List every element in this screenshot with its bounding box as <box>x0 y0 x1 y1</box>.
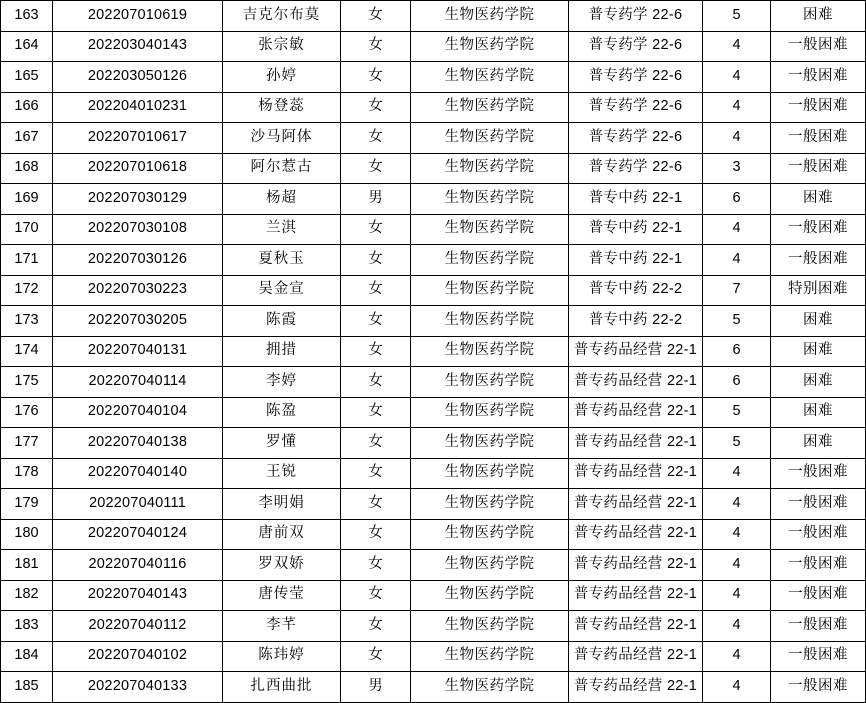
table-body <box>1 1 866 703</box>
student-name: 李明娟 <box>223 489 341 520</box>
table-row <box>1 184 866 215</box>
student-name: 兰淇 <box>223 214 341 245</box>
difficulty-level: 一般困难 <box>771 153 866 184</box>
student-name: 陈霞 <box>223 306 341 337</box>
difficulty-level: 困难 <box>771 397 866 428</box>
student-name: 阿尔惹古 <box>223 153 341 184</box>
row-index: 169 <box>1 184 53 215</box>
student-name: 唐传莹 <box>223 580 341 611</box>
student-gender: 女 <box>341 336 411 367</box>
difficulty-level: 一般困难 <box>771 245 866 276</box>
row-index: 171 <box>1 245 53 276</box>
student-gender: 女 <box>341 214 411 245</box>
student-major: 普专药品经营 22-1 <box>569 428 703 459</box>
student-college: 生物医药学院 <box>411 397 569 428</box>
student-college: 生物医药学院 <box>411 641 569 672</box>
student-gender: 女 <box>341 641 411 672</box>
table-row <box>1 580 866 611</box>
difficulty-level: 一般困难 <box>771 672 866 703</box>
table-row <box>1 336 866 367</box>
table-row <box>1 123 866 154</box>
student-id: 202207040116 <box>53 550 223 581</box>
student-gender: 女 <box>341 153 411 184</box>
difficulty-level: 一般困难 <box>771 123 866 154</box>
student-major: 普专中药 22-1 <box>569 214 703 245</box>
student-score: 5 <box>703 1 771 32</box>
student-id: 202207030126 <box>53 245 223 276</box>
student-score: 4 <box>703 31 771 62</box>
table-row <box>1 428 866 459</box>
student-id: 202204010231 <box>53 92 223 123</box>
student-college: 生物医药学院 <box>411 489 569 520</box>
student-gender: 女 <box>341 367 411 398</box>
student-name: 王锐 <box>223 458 341 489</box>
table-row <box>1 611 866 642</box>
student-name: 张宗敏 <box>223 31 341 62</box>
student-score: 4 <box>703 519 771 550</box>
student-major: 普专药品经营 22-1 <box>569 489 703 520</box>
student-gender: 女 <box>341 397 411 428</box>
student-id: 202207040114 <box>53 367 223 398</box>
student-gender: 女 <box>341 123 411 154</box>
student-college: 生物医药学院 <box>411 458 569 489</box>
row-index: 175 <box>1 367 53 398</box>
student-score: 4 <box>703 123 771 154</box>
student-college: 生物医药学院 <box>411 31 569 62</box>
student-name: 杨登蕊 <box>223 92 341 123</box>
student-score: 4 <box>703 550 771 581</box>
difficulty-level: 一般困难 <box>771 92 866 123</box>
student-college: 生物医药学院 <box>411 367 569 398</box>
student-id: 202207040111 <box>53 489 223 520</box>
difficulty-level: 困难 <box>771 336 866 367</box>
student-id: 202207030129 <box>53 184 223 215</box>
student-college: 生物医药学院 <box>411 306 569 337</box>
student-college: 生物医药学院 <box>411 275 569 306</box>
student-score: 4 <box>703 245 771 276</box>
student-score: 4 <box>703 611 771 642</box>
student-college: 生物医药学院 <box>411 611 569 642</box>
student-gender: 女 <box>341 1 411 32</box>
student-major: 普专药品经营 22-1 <box>569 367 703 398</box>
table-row <box>1 31 866 62</box>
student-score: 4 <box>703 672 771 703</box>
table-row <box>1 550 866 581</box>
student-gender: 女 <box>341 306 411 337</box>
student-score: 5 <box>703 397 771 428</box>
difficulty-level: 困难 <box>771 184 866 215</box>
student-gender: 女 <box>341 275 411 306</box>
row-index: 181 <box>1 550 53 581</box>
student-college: 生物医药学院 <box>411 550 569 581</box>
table-row <box>1 519 866 550</box>
student-major: 普专药品经营 22-1 <box>569 397 703 428</box>
row-index: 180 <box>1 519 53 550</box>
table-row <box>1 489 866 520</box>
student-id: 202207040138 <box>53 428 223 459</box>
student-major: 普专药学 22-6 <box>569 31 703 62</box>
student-name: 夏秋玉 <box>223 245 341 276</box>
student-name: 罗懂 <box>223 428 341 459</box>
row-index: 166 <box>1 92 53 123</box>
student-gender: 女 <box>341 611 411 642</box>
student-major: 普专中药 22-2 <box>569 275 703 306</box>
table-row <box>1 245 866 276</box>
student-name: 吉克尔布莫 <box>223 1 341 32</box>
student-id: 202207040133 <box>53 672 223 703</box>
difficulty-level: 一般困难 <box>771 550 866 581</box>
student-college: 生物医药学院 <box>411 519 569 550</box>
student-score: 5 <box>703 306 771 337</box>
student-gender: 女 <box>341 519 411 550</box>
student-major: 普专药品经营 22-1 <box>569 641 703 672</box>
table-row <box>1 641 866 672</box>
table-row <box>1 214 866 245</box>
difficulty-level: 一般困难 <box>771 62 866 93</box>
student-id: 202207030205 <box>53 306 223 337</box>
student-name: 陈玮婷 <box>223 641 341 672</box>
student-name: 拥措 <box>223 336 341 367</box>
difficulty-level: 一般困难 <box>771 31 866 62</box>
student-college: 生物医药学院 <box>411 92 569 123</box>
difficulty-level: 一般困难 <box>771 458 866 489</box>
student-score: 4 <box>703 62 771 93</box>
student-name: 陈盈 <box>223 397 341 428</box>
student-gender: 男 <box>341 184 411 215</box>
student-gender: 女 <box>341 428 411 459</box>
student-name: 罗双娇 <box>223 550 341 581</box>
student-major: 普专药学 22-6 <box>569 153 703 184</box>
difficulty-level: 困难 <box>771 1 866 32</box>
difficulty-level: 一般困难 <box>771 489 866 520</box>
table-row <box>1 92 866 123</box>
table-row <box>1 458 866 489</box>
student-id: 202207040131 <box>53 336 223 367</box>
row-index: 165 <box>1 62 53 93</box>
row-index: 173 <box>1 306 53 337</box>
table-row <box>1 62 866 93</box>
student-major: 普专中药 22-1 <box>569 245 703 276</box>
student-gender: 女 <box>341 62 411 93</box>
student-id: 202207010618 <box>53 153 223 184</box>
row-index: 184 <box>1 641 53 672</box>
student-major: 普专药品经营 22-1 <box>569 611 703 642</box>
student-major: 普专药品经营 22-1 <box>569 519 703 550</box>
table-row <box>1 153 866 184</box>
student-name: 唐前双 <box>223 519 341 550</box>
row-index: 170 <box>1 214 53 245</box>
student-major: 普专中药 22-1 <box>569 184 703 215</box>
difficulty-level: 一般困难 <box>771 214 866 245</box>
student-gender: 男 <box>341 672 411 703</box>
row-index: 168 <box>1 153 53 184</box>
table-row <box>1 275 866 306</box>
row-index: 176 <box>1 397 53 428</box>
student-gender: 女 <box>341 550 411 581</box>
difficulty-level: 一般困难 <box>771 611 866 642</box>
row-index: 174 <box>1 336 53 367</box>
student-id: 202203040143 <box>53 31 223 62</box>
student-name: 李芊 <box>223 611 341 642</box>
student-score: 7 <box>703 275 771 306</box>
row-index: 164 <box>1 31 53 62</box>
student-name: 杨超 <box>223 184 341 215</box>
student-college: 生物医药学院 <box>411 62 569 93</box>
student-score: 6 <box>703 184 771 215</box>
student-id: 202207010617 <box>53 123 223 154</box>
student-score: 6 <box>703 367 771 398</box>
student-score: 5 <box>703 428 771 459</box>
student-gender: 女 <box>341 580 411 611</box>
student-major: 普专中药 22-2 <box>569 306 703 337</box>
difficulty-level: 困难 <box>771 428 866 459</box>
student-gender: 女 <box>341 458 411 489</box>
difficulty-level: 特别困难 <box>771 275 866 306</box>
student-name: 吴金宣 <box>223 275 341 306</box>
student-major: 普专药学 22-6 <box>569 92 703 123</box>
student-name: 沙马阿体 <box>223 123 341 154</box>
row-index: 172 <box>1 275 53 306</box>
student-id: 202207040112 <box>53 611 223 642</box>
table-row <box>1 672 866 703</box>
student-gender: 女 <box>341 31 411 62</box>
student-college: 生物医药学院 <box>411 245 569 276</box>
difficulty-level: 一般困难 <box>771 519 866 550</box>
student-score: 6 <box>703 336 771 367</box>
student-college: 生物医药学院 <box>411 214 569 245</box>
student-id: 202207040104 <box>53 397 223 428</box>
student-college: 生物医药学院 <box>411 580 569 611</box>
student-college: 生物医药学院 <box>411 123 569 154</box>
student-major: 普专药品经营 22-1 <box>569 550 703 581</box>
student-id: 202203050126 <box>53 62 223 93</box>
student-id: 202207040143 <box>53 580 223 611</box>
table-row <box>1 397 866 428</box>
student-name: 扎西曲批 <box>223 672 341 703</box>
student-id: 202207030223 <box>53 275 223 306</box>
student-major: 普专药学 22-6 <box>569 123 703 154</box>
student-major: 普专药学 22-6 <box>569 1 703 32</box>
student-college: 生物医药学院 <box>411 153 569 184</box>
difficulty-level: 一般困难 <box>771 641 866 672</box>
student-score: 4 <box>703 458 771 489</box>
student-major: 普专药品经营 22-1 <box>569 580 703 611</box>
student-college: 生物医药学院 <box>411 428 569 459</box>
table-row <box>1 1 866 32</box>
student-id: 202207040124 <box>53 519 223 550</box>
student-score: 4 <box>703 214 771 245</box>
student-id: 202207030108 <box>53 214 223 245</box>
row-index: 167 <box>1 123 53 154</box>
student-name: 李婷 <box>223 367 341 398</box>
row-index: 163 <box>1 1 53 32</box>
student-name: 孙婷 <box>223 62 341 93</box>
student-major: 普专药品经营 22-1 <box>569 458 703 489</box>
student-gender: 女 <box>341 489 411 520</box>
student-college: 生物医药学院 <box>411 672 569 703</box>
student-score: 3 <box>703 153 771 184</box>
student-score: 4 <box>703 92 771 123</box>
difficulty-level: 一般困难 <box>771 580 866 611</box>
row-index: 182 <box>1 580 53 611</box>
student-major: 普专药品经营 22-1 <box>569 672 703 703</box>
row-index: 179 <box>1 489 53 520</box>
student-id: 202207040140 <box>53 458 223 489</box>
student-id: 202207010619 <box>53 1 223 32</box>
difficulty-level: 困难 <box>771 306 866 337</box>
student-college: 生物医药学院 <box>411 336 569 367</box>
row-index: 183 <box>1 611 53 642</box>
student-gender: 女 <box>341 92 411 123</box>
student-college: 生物医药学院 <box>411 184 569 215</box>
student-major: 普专药品经营 22-1 <box>569 336 703 367</box>
student-score: 4 <box>703 641 771 672</box>
row-index: 177 <box>1 428 53 459</box>
row-index: 185 <box>1 672 53 703</box>
row-index: 178 <box>1 458 53 489</box>
table-row <box>1 367 866 398</box>
student-gender: 女 <box>341 245 411 276</box>
student-score: 4 <box>703 580 771 611</box>
student-score: 4 <box>703 489 771 520</box>
table-row <box>1 306 866 337</box>
difficulty-level: 困难 <box>771 367 866 398</box>
student-id: 202207040102 <box>53 641 223 672</box>
student-major: 普专药学 22-6 <box>569 62 703 93</box>
student-college: 生物医药学院 <box>411 1 569 32</box>
